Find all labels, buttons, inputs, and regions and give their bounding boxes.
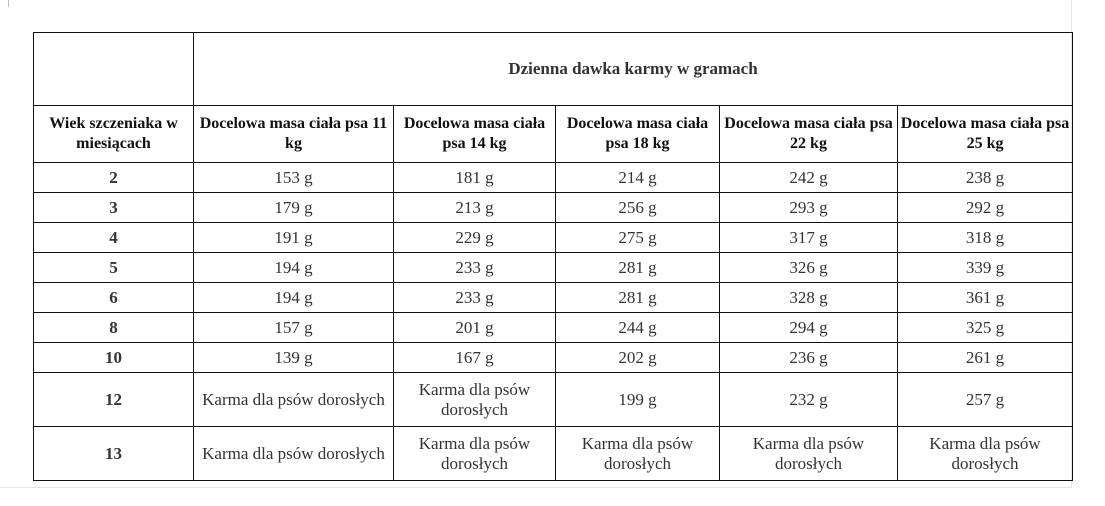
age-cell: 3	[34, 193, 194, 223]
dose-value: 244 g	[618, 317, 657, 337]
dose-cell	[394, 193, 556, 223]
dose-value: Karma dla psów dorosłych	[202, 443, 385, 463]
dose-cell	[720, 283, 898, 313]
table-row	[34, 163, 1073, 193]
header-weight-14kg: Docelowa masa ciała psa 14 kg	[394, 106, 556, 163]
dose-cell	[898, 343, 1073, 373]
table-row	[34, 253, 1073, 283]
dose-cell	[556, 343, 720, 373]
dose-cell	[394, 427, 556, 481]
dose-cell	[194, 193, 394, 223]
age-cell: 2	[34, 163, 194, 193]
dose-value: 153 g	[274, 167, 313, 187]
age-cell: 13	[34, 427, 194, 481]
dose-cell	[194, 343, 394, 373]
dose-cell	[720, 163, 898, 193]
dose-value: 275 g	[618, 227, 657, 247]
dose-cell	[720, 427, 898, 481]
dose-value: 233 g	[455, 287, 494, 307]
age-cell: 4	[34, 223, 194, 253]
table-body	[34, 163, 1073, 481]
dose-value: 326 g	[789, 257, 828, 277]
dose-cell	[898, 373, 1073, 427]
dose-value: 179 g	[274, 197, 313, 217]
dose-value: 214 g	[618, 167, 657, 187]
dose-cell	[898, 427, 1073, 481]
dose-cell	[556, 373, 720, 427]
dose-value: 257 g	[965, 389, 1005, 409]
dose-cell	[720, 373, 898, 427]
header-age: Wiek szczeniaka w miesiącach	[34, 106, 194, 163]
dose-value: 236 g	[789, 347, 828, 367]
dose-value: 157 g	[274, 317, 313, 337]
dose-value: 328 g	[789, 287, 828, 307]
table-row	[34, 283, 1073, 313]
table-title: Dzienna dawka karmy w gramach	[194, 33, 1073, 106]
dose-value: 139 g	[274, 347, 313, 367]
table-title-row	[34, 33, 1073, 106]
age-cell: 12	[34, 373, 194, 427]
dose-cell	[556, 283, 720, 313]
dose-cell	[898, 283, 1073, 313]
dose-value: 194 g	[274, 287, 313, 307]
dose-cell	[194, 163, 394, 193]
dose-cell	[194, 283, 394, 313]
dose-value: Karma dla psów dorosłych	[202, 389, 385, 409]
table-row	[34, 193, 1073, 223]
dose-cell	[898, 163, 1073, 193]
dose-value: Karma dla psów dorosłych	[418, 433, 531, 473]
table-row	[34, 223, 1073, 253]
dose-cell	[394, 223, 556, 253]
dose-value: 167 g	[455, 347, 494, 367]
dose-value: 201 g	[455, 317, 494, 337]
dose-value: 229 g	[455, 227, 494, 247]
dose-value: 317 g	[789, 227, 828, 247]
dose-cell	[394, 163, 556, 193]
dose-cell	[898, 193, 1073, 223]
dose-value: 292 g	[965, 197, 1005, 217]
dose-value: 281 g	[618, 287, 657, 307]
header-weight-22kg: Docelowa masa ciała psa 22 kg	[720, 106, 898, 163]
dose-cell	[194, 373, 394, 427]
dose-value: 191 g	[274, 227, 313, 247]
dose-cell	[556, 427, 720, 481]
dose-value: 238 g	[965, 167, 1005, 187]
age-cell: 5	[34, 253, 194, 283]
dose-value: 261 g	[965, 347, 1005, 367]
header-weight-25kg: Docelowa masa ciała psa 25 kg	[898, 106, 1073, 163]
feeding-table	[33, 32, 1073, 481]
dose-cell	[556, 223, 720, 253]
table-row	[34, 373, 1073, 427]
table-row	[34, 427, 1073, 481]
dose-value: 194 g	[274, 257, 313, 277]
table-header-row	[34, 106, 1073, 163]
dose-cell	[556, 163, 720, 193]
dose-cell	[556, 313, 720, 343]
dose-cell	[720, 223, 898, 253]
dose-cell	[394, 253, 556, 283]
dose-cell	[394, 313, 556, 343]
dose-cell	[720, 343, 898, 373]
dose-cell	[394, 283, 556, 313]
table-row	[34, 343, 1073, 373]
dose-cell	[720, 253, 898, 283]
dose-cell	[394, 343, 556, 373]
dose-value: 361 g	[965, 287, 1005, 307]
dose-cell	[720, 193, 898, 223]
dose-cell	[194, 313, 394, 343]
dose-value: 325 g	[965, 317, 1005, 337]
dose-value: 199 g	[618, 389, 657, 409]
dose-value: 339 g	[965, 257, 1005, 277]
dose-value: 294 g	[789, 317, 828, 337]
age-cell: 8	[34, 313, 194, 343]
dose-value: 233 g	[455, 257, 494, 277]
dose-cell	[898, 253, 1073, 283]
dose-value: 232 g	[789, 389, 828, 409]
dose-value: 256 g	[618, 197, 657, 217]
empty-corner-cell	[34, 33, 194, 106]
dose-value: Karma dla psów dorosłych	[581, 433, 694, 473]
dose-cell	[898, 313, 1073, 343]
page-corner-mark	[8, 0, 9, 7]
dose-cell	[898, 223, 1073, 253]
dose-value: 181 g	[455, 167, 494, 187]
table-row	[34, 313, 1073, 343]
dose-value: Karma dla psów dorosłych	[418, 379, 531, 419]
age-cell: 10	[34, 343, 194, 373]
header-weight-11kg: Docelowa masa ciała psa 11 kg	[194, 106, 394, 163]
header-weight-18kg: Docelowa masa ciała psa 18 kg	[556, 106, 720, 163]
dose-value: 202 g	[618, 347, 657, 367]
dose-value: 242 g	[789, 167, 828, 187]
dose-cell	[394, 373, 556, 427]
dose-value: 213 g	[455, 197, 494, 217]
dose-cell	[720, 313, 898, 343]
dose-value: Karma dla psów dorosłych	[929, 433, 1041, 473]
dose-value: Karma dla psów dorosłych	[752, 433, 865, 473]
dose-cell	[194, 427, 394, 481]
dose-cell	[194, 223, 394, 253]
age-cell: 6	[34, 283, 194, 313]
dose-value: 318 g	[965, 227, 1005, 247]
dose-value: 281 g	[618, 257, 657, 277]
dose-cell	[194, 253, 394, 283]
dose-value: 293 g	[789, 197, 828, 217]
dose-cell	[556, 193, 720, 223]
dose-cell	[556, 253, 720, 283]
